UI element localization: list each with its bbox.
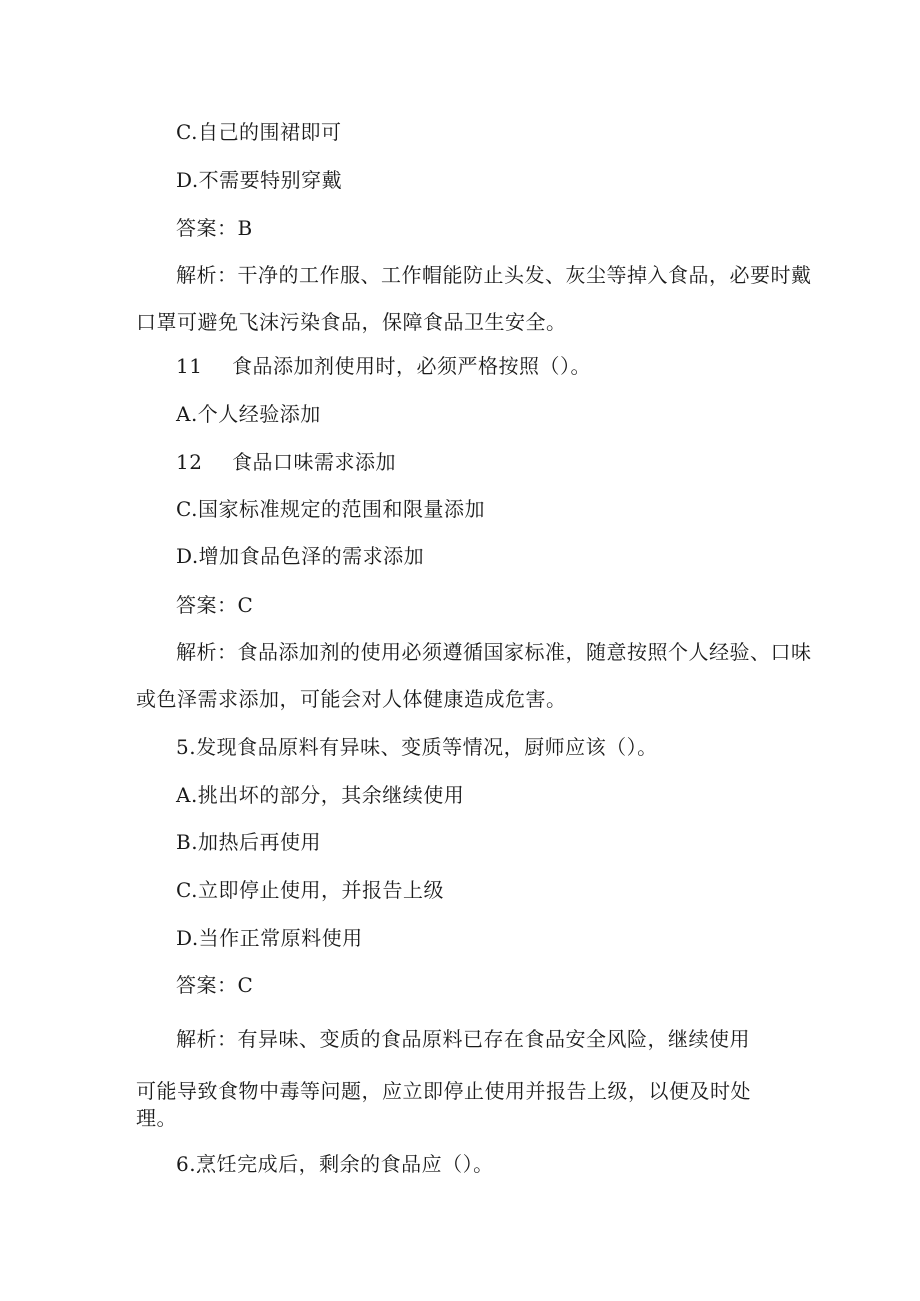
option-c-stop: C.立即停止使用，并报告上级 [176,878,444,902]
explanation-3-line-1: 解析：有异味、变质的食品原料已存在食品安全风险，继续使用 [176,1027,750,1051]
answer-b: 答案：B [176,216,253,240]
explanation-3-line-2: 可能导致食物中毒等问题，应立即停止使用并报告上级，以便及时处 [136,1079,751,1103]
question-11-text: 食品添加剂使用时，必须严格按照（）。 [232,354,591,378]
explanation-2-line-2: 或色泽需求添加，可能会对人体健康造成危害。 [136,687,567,711]
explanation-3-line-3: 理。 [136,1106,177,1130]
question-12 [176,450,396,474]
option-d-normal: D.当作正常原料使用 [176,926,363,950]
option-c-apron: C.自己的围裙即可 [176,120,342,144]
question-5: 5.发现食品原料有异味、变质等情况，厨师应该（）。 [176,735,658,759]
question-11-number: 11 [176,354,203,378]
explanation-line-1: 解析：干净的工作服、工作帽能防止头发、灰尘等掉入食品，必要时戴 [176,263,812,287]
explanation-line-2: 口罩可避免飞沫污染食品，保障食品卫生安全。 [136,310,567,334]
option-a-pick-out: A.挑出坏的部分，其余继续使用 [176,783,465,807]
option-a-experience: A.个人经验添加 [176,402,321,426]
option-d-color: D.增加食品色泽的需求添加 [176,544,425,568]
option-b-heat: B.加热后再使用 [176,830,322,854]
question-11 [176,354,591,378]
question-12-number: 12 [176,450,203,474]
option-c-national-standard: C.国家标准规定的范围和限量添加 [176,497,485,521]
question-6: 6.烹饪完成后，剩余的食品应（）。 [176,1152,494,1176]
question-12-text: 食品口味需求添加 [232,450,396,474]
option-d-no-special: D.不需要特别穿戴 [176,168,343,192]
explanation-2-line-1: 解析：食品添加剂的使用必须遵循国家标准，随意按照个人经验、口味 [176,640,812,664]
answer-c-2: 答案：C [176,973,254,997]
answer-c-1: 答案：C [176,593,254,617]
